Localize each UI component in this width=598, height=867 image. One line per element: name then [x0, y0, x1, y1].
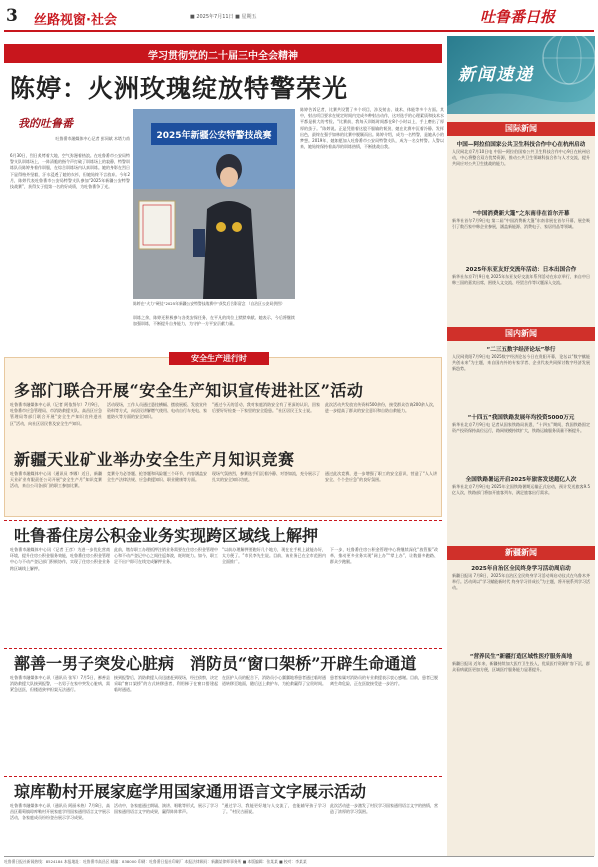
page-number: 3 [6, 6, 18, 26]
story-body-column: “通过今天的活动，我对家庭消防安全有了更深的认识，回家后要好好检查一下家里的安全隐患。”社区居民王女士说。 [212, 402, 320, 414]
brief-body: 人民网北京7月10日电 中国—阿拉伯国家公共卫生科技合作中心9日在杭州启动，中心将整合双方优势资源，推动公共卫生领域科技合作与人才交流，提升共同应对公共卫生挑战的能力。 [452, 149, 590, 167]
story-body-column: 吐鲁番市融媒体中心讯（通讯员 阿丽米热）7月8日，高昌区葡萄镇琼库勒村开展家庭学用国家通用语言文字展示活动，各家庭成员纷纷登台展示学习成果。 [10, 803, 110, 821]
brief-body: 新疆日报讯 7月8日，2025年自治区全民终身学习活动周启动仪式在乌鲁木齐举行。活动周以“学习赋能新时代 终身学习伴成长”为主题，将开展系列学习活动。 [452, 573, 590, 591]
section-header-international: 国际新闻 [447, 122, 595, 136]
header-rule [4, 30, 594, 32]
brief-headline: 中国—阿拉伯国家公共卫生科技合作中心在杭州启动 [456, 142, 586, 148]
photo-caption: 陈婷在“火力”硬仗“2025年新疆公安特警技战赛中”获奖后合影留念 （自治区公安局供图） [133, 301, 285, 306]
story-body-column: 活动现场，工作人员通过悬挂横幅、摆放展板、发放宣传资料等方式，向居民讲解燃气使用、电动自行车充电、家庭防火等方面的安全知识。 [107, 402, 207, 420]
lead-byline: 吐鲁番市融媒体中心记者 彭同斌 木塔力甫 [55, 136, 130, 141]
brief-headline: “中国消费新大篷”之东南非在首尔开幕 [472, 211, 570, 217]
lead-headline: 陈婷：火洲玫瑰绽放特警荣光 [10, 74, 349, 103]
brief-headline: “二三五数字经济论坛”举行 [486, 347, 556, 353]
issue-date: ■ 2025年7月11日 ■ 星期五 [190, 14, 257, 20]
brief-body: 人民网贵阳7月9日电 2025数字经济论坛今日在贵阳开幕，论坛以“数字赋能 共创未来”为主题，来自国内外的专家学者、企业代表共同探讨数字经济发展新趋势。 [452, 354, 590, 372]
story-body-column: “通过学习，我能更好地与人交流了，也能辅导孩子学习了。”村民古丽说。 [222, 803, 326, 815]
story-body-column: 通过此次竞赛，进一步增强了职工的安全意识，营造了“人人讲安全、个个会应急”的良好氛围。 [325, 471, 437, 483]
topic-banner-text: 学习贯彻党的二十届三中全会精神 [148, 51, 298, 62]
brief-headline: “营养民生”新疆打造区域性医疗服务高地 [469, 654, 573, 660]
story-body-column: 吐鲁番市融媒体中心讯（通讯员 张军）7月5日，鄯善县消防救援大队接到报警，一名男子在家中突发心脏病，需紧急送医，但楼道狭窄担架无法通行。 [10, 675, 110, 693]
brief-headline: 全国铁路暑运开启2025年旅客发送超亿人次 [465, 477, 577, 483]
story-body-column: 接到报警后，消防救援人员迅速赶到现场，经过侦察，决定采取“窗口架桥”的方式转移患者，利用梯子在窗口搭建起临时通道。 [114, 675, 218, 693]
story-body-column: 活动中，各家庭通过朗诵、演讲、唱歌等形式，展示了学习国家通用语言文字的成果，赢得阵阵掌声。 [114, 803, 218, 815]
lead-body-column: 陈婷告诉记者，比赛共设置了多个项目，涉及射击、战术、体能等多个方面。其中，射击项目要求在规定时间内完成多种射击动作，这对选手的心理素质和技术水平都是极大的考验。“比赛前，我每天训练时间都在8个小时以上，手上磨出了厚厚的茧子。”陈婷说。正是凭借着这股不服输的韧劲，她在比赛中沉着冷静、发挥出色，最终在强手如林的比赛中脱颖而出。陈婷介绍，成为一名特警，是她从小的梦想。2019年，她如愿加入吐鲁番市公安局特警支队，成为一名女特警。入警以来，她始终保持着高昂的训练热情，不断挑战自我。 [300, 107, 444, 150]
brief-body: 新华社首尔7月9日电 第二届“中国消费新大篷”东南非展在首尔开幕，展会吸引了数百家中韩企业参展，涵盖新能源、消费电子、家居用品等领域。 [452, 218, 590, 230]
story-body-column: 现场气氛热烈，参赛选手们沉着冷静、对答如流，充分展示了扎实的安全知识功底。 [212, 471, 320, 483]
story-body-column: 吐鲁番市融媒体中心讯（记者 阿依努尔）7月9日，吐鲁番市应急管理局、市消防救援支队、高昌区应急管理局等部门联合开展“安全生产知识宣传进社区”活动，向社区居民普及安全生产知识。 [10, 402, 102, 426]
news-brief-title: 新闻速递 [458, 65, 534, 85]
story-body-column: 患者家属对消防员的专业救援表示衷心感谢。目前，患者已脱离生命危险，正在医院接受进一步治疗。 [330, 675, 438, 687]
story-body-column: 竞赛分为必答题、抢答题和风险题三个环节，内容涵盖安全生产法律法规、应急救援知识、职业健康等方面。 [107, 471, 207, 483]
lead-photo-illustration [133, 109, 295, 299]
photo-board-text: 2025年新疆公安特警技战赛 [156, 131, 272, 141]
story-body-column: 此次活动进一步激发了村民学习国家通用语言文字的热情，营造了浓厚的学习氛围。 [330, 803, 438, 815]
lead-body-column: 6月30日，烈日炙烤着大地，空气弥漫着热浪。在吐鲁番市公安局特警支队训练场上，一阵清脆的指令声打破了训练场上的寂静，特警训练队员陈婷身着作训服，在综合训练场内认真训练。她的身影在烈日下显得格外坚毅，汗水浸透了她的衣衫，但她始终不言放弃。今年2月，陈婷代表吐鲁番市公安局特警支队参加“2025年新疆公安特警技战赛”，获得女子组第一名的好成绩，为吐鲁番争了光。 [10, 153, 130, 190]
divider [4, 520, 442, 521]
divider [4, 776, 442, 777]
story-headline: 多部门联合开展“安全生产知识宣传进社区”活动 [14, 381, 364, 400]
brief-body: 新疆日报讯 近年来，新疆持续加大医疗卫生投入，优质医疗资源扩容下沉，群众看病就医更加方便，区域医疗服务能力显著提升。 [452, 661, 590, 673]
story-headline: 新疆天业矿业举办安全生产月知识竞赛 [14, 450, 295, 469]
story-body-column: 下一步，吐鲁番住房公积金管理中心将继续深化“放管服”改革，推动更多业务实现“网上办”“掌上办”，让数据多跑路、群众少跑腿。 [330, 547, 438, 565]
divider [4, 648, 442, 649]
brief-headline: 2025年东亚友好交流年活动：日本出国合作 [465, 267, 577, 273]
story-body-column: 吐鲁番市融媒体中心讯（通讯员 李娜）近日，新疆天业矿业有限责任公司开展“安全生产月”知识竞赛活动，来自公司各部门的职工参加比赛。 [10, 471, 102, 489]
brief-headline: 2025年自治区全民终身学习活动周启动 [471, 566, 571, 572]
column-stamp: 我的吐鲁番 [18, 117, 73, 130]
section-header-domestic: 国内新闻 [447, 327, 595, 341]
story-headline: 鄯善一男子突发心脏病 消防员“窗口架桥”开辟生命通道 [14, 654, 417, 673]
story-body-column: 此前，缴存职工办理抵押注销业务需要在住房公积金管理中心和不动产登记中心之间往返奔波，耗时耗力。如今，职工足不出户即可在线完成解押业务。 [114, 547, 218, 565]
brief-body: 新华社东京7月9日电 2025年东亚友好交流年系列活动在东京举行，来自中日韩三国的嘉宾出席，围绕人文交流、经贸合作等议题深入交流。 [452, 274, 590, 286]
safety-feature-tag: 安全生产进行时 [169, 352, 269, 365]
brief-body: 新华社北京7月9日电 2025年全国铁路暑期运输正式启动，预计发送旅客9.5亿人次，铁路部门将加开旅客列车，满足旅客出行需求。 [452, 484, 590, 496]
story-body-column: 吐鲁番市融媒体中心讯（记者 王彦）为进一步优化营商环境，提升住房公积金服务效能，吐鲁番住房公积金管理中心与不动产登记部门积极协作，实现了住房公积金业务跨区域线上解押。 [10, 547, 110, 571]
story-body-column: “以前办理解押要跑好几个地方，现在在手机上就能办好，太方便了。”市民李先生说。目前，该业务已在全市范围内全面推广。 [222, 547, 326, 565]
story-body-column: 在医护人员的配合下，消防员小心翼翼地将患者通过临时通道转移至地面，随后送上救护车，为抢救赢得了宝贵时间。 [222, 675, 326, 687]
section-header-xinjiang: 新疆新闻 [447, 546, 595, 560]
brief-body: 新华社北京7月9日电 记者从国家铁路局获悉，“十四五”期间，我国铁路固定资产投资保持高位运行，路网规模持续扩大，铁路运输服务质量不断提升。 [452, 422, 590, 434]
story-body-column: 此次活动共发放宣传资料500余份，接受群众咨询200余人次，进一步提高了群众的安全意识和自防自救能力。 [325, 402, 437, 414]
story-headline: 吐鲁番住房公积金业务实现跨区域线上解押 [14, 526, 319, 545]
story-headline: 琼库勒村开展家庭学用国家通用语言文字展示活动 [14, 782, 367, 801]
brief-headline: “十四五”我国铁路发展年均投资5000万元 [467, 415, 575, 421]
lead-body-column: 训练之余，陈婷还积极参与各类安保任务，在平凡的岗位上默默奉献。她表示，今后将继续加强训练，不断提升自身能力，为守护一方平安贡献力量。 [133, 315, 295, 327]
lead-photo [133, 109, 295, 299]
page-footer: 吐鲁番日报社新闻热线：8524184 本报地址：吐鲁番市高昌区 邮编：838000 印刷：吐鲁番日报社印刷厂 本报法律顾问：新疆某律师事务所 ■ 本版编辑：张某某 ■ 校对：李某某 [4, 856, 594, 866]
section-title: 丝路视窗·社会 [34, 13, 117, 28]
newspaper-logo: 吐鲁番日报 [480, 8, 556, 26]
